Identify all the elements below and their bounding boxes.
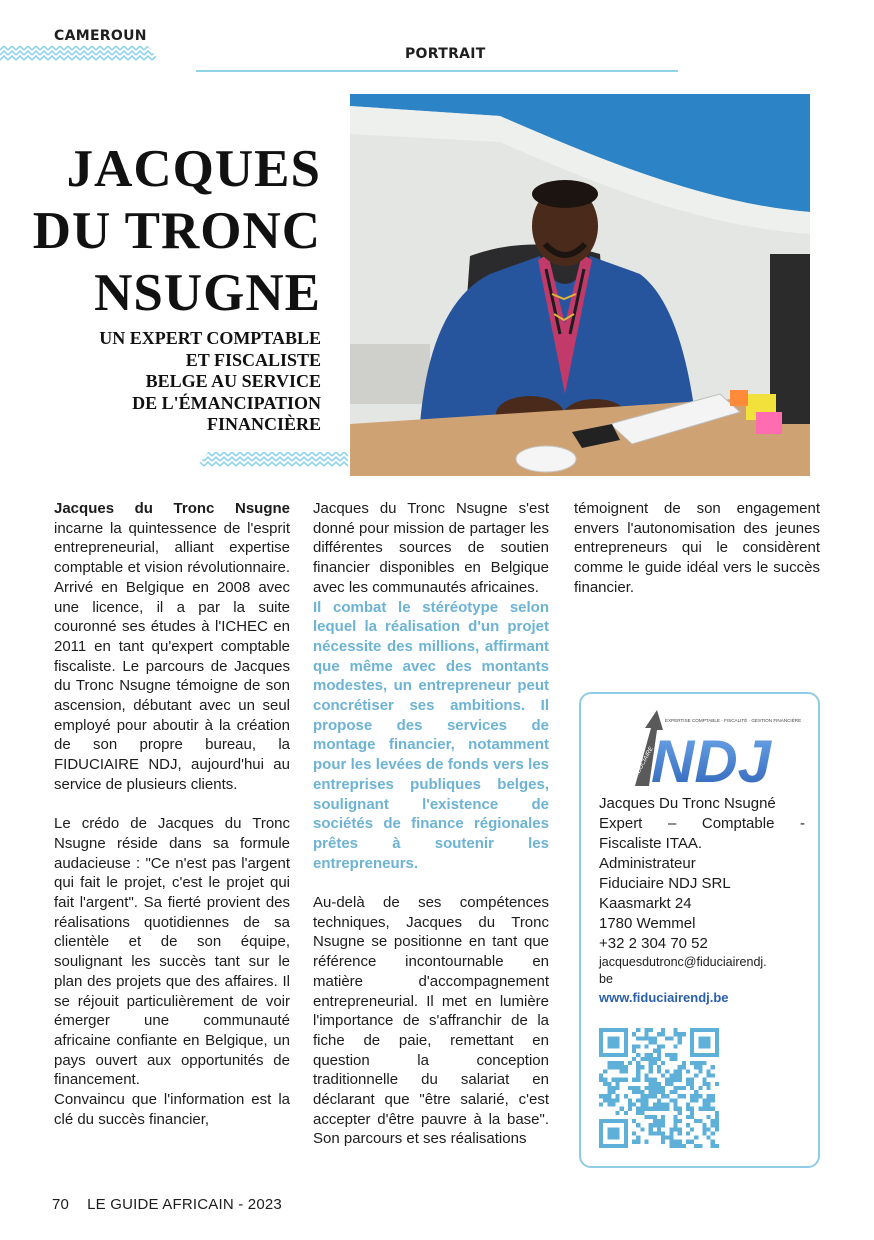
contact-email[interactable]: jacquesdutronc@fiduciairendj.: [599, 955, 767, 969]
article-paragraph: [54, 499, 290, 795]
article-paragraph: Au-delà de ses compétences techniques, Jacques du Tronc Nsugne se positionne en tant que référence incontournable en matière d'accompagnement entrepreneurial. Il met en lumière l'importance de s'affranchir de la fiche de paie, remettant en question la conception traditionnelle du salariat en déclarant que "être salarié, c'est accepter d'être pauvre à la base". Son parcours et ses réalisations: [313, 894, 549, 1148]
contact-card: [579, 692, 820, 1168]
contact-website-link[interactable]: www.fiduciairendj.be: [599, 990, 729, 1005]
contact-street: Kaasmarkt 24: [599, 895, 692, 912]
article-column-1: [54, 499, 290, 1129]
article-paragraph: Convaincu que l'information est la clé du succès financier,: [54, 1091, 290, 1128]
article-paragraph-continued: Jacques du Tronc Nsugne s'est donné pour mission de partager les différentes sources de soutien financier disponibles en Belgique avec les communautés africaines.: [313, 500, 549, 596]
ndj-logo: [621, 708, 802, 795]
article-column-2: [313, 499, 549, 1149]
article-title: JACQUES DU TRONC NSUGNE: [32, 140, 321, 322]
highlighted-paragraph: Il combat le stéréotype selon lequel la réalisation d'un projet nécessite des millions, affirmant que même avec des montants modestes, un entrepreneur peut concrétiser ses ambitions. Il propose des services de montage financier, notamment pour les levées de fonds vers les entreprises publiques belges, soulignant l'existence de sociétés de finance régionales prêtes à soutenir les entrepreneurs.: [313, 598, 549, 872]
section-title: PORTRAIT: [405, 46, 486, 62]
contact-email-cont[interactable]: be: [599, 972, 613, 986]
contact-phone: +32 2 304 70 52: [599, 935, 708, 952]
contact-role: Expert – Comptable -: [599, 815, 805, 832]
contact-name: Jacques Du Tronc Nsugné: [599, 795, 776, 812]
portrait-photo: [350, 94, 810, 476]
zigzag-decoration-middle: [196, 452, 348, 468]
article-paragraph-continued: témoignent de son engagement envers l'autonomisation des jeunes entrepreneurs qui le considèrent comme le guide idéal vers le succès financier.: [574, 500, 820, 596]
logo-tagline: EXPERTISE COMPTABLE · FISCALITÉ · GESTION FINANCIÈRE: [665, 718, 802, 723]
contact-city: 1780 Wemmel: [599, 915, 696, 932]
qr-code: [599, 1028, 719, 1148]
header-rule: [196, 70, 678, 72]
page-number: 70: [52, 1196, 70, 1213]
lead-name: Jacques du Tronc Nsugne: [54, 500, 290, 517]
publication-name: LE GUIDE AFRICAIN - 2023: [87, 1196, 282, 1213]
page-footer: [52, 1196, 282, 1213]
article-subtitle: UN EXPERT COMPTABLE ET FISCALISTE BELGE AU SERVICE DE L'ÉMANCIPATION FINANCIÈRE: [99, 328, 321, 434]
logo-side-text: FIDUCIAIRE: [633, 746, 655, 779]
contact-company: Fiduciaire NDJ SRL: [599, 875, 731, 892]
contact-role: Administrateur: [599, 855, 696, 872]
article-paragraph: Le crédo de Jacques du Tronc Nsugne réside dans sa formule audacieuse : "Ce n'est pas l'argent qui fait le projet, c'est le projet qui fait l'argent". Sa fierté provient des réalisations quotidiennes de sa clientèle et de son équipe, soulignant les succès tant sur le plan des projets que des affaires. Il se réjouit particulièrement de voir émerger une communauté africaine confiante en Belgique, un pays ouvert aux opportunités de financement.: [54, 815, 290, 1089]
article-text: incarne la quintessence de l'esprit entrepreneurial, alliant expertise comptable et vision révolutionnaire. Arrivé en Belgique en 2008 avec une licence, il a par la suite couronné ses études à l'ICHEC en 2011 en tant qu'expert comptable fiscaliste. Le parcours de Jacques du Tronc Nsugne témoigne de son ascension, débutant avec un seul employé pour aboutir à la création de son propre bureau, la FIDUCIAIRE NDJ, aujourd'hui au service de plusieurs clients.: [54, 519, 290, 793]
logo-wordmark: NDJ: [651, 728, 772, 795]
article-column-3: [574, 499, 820, 598]
contact-role: Fiscaliste ITAA.: [599, 835, 703, 852]
contact-details: [599, 794, 805, 1008]
zigzag-decoration-top: [0, 46, 160, 62]
country-label: CAMEROUN: [54, 28, 147, 44]
